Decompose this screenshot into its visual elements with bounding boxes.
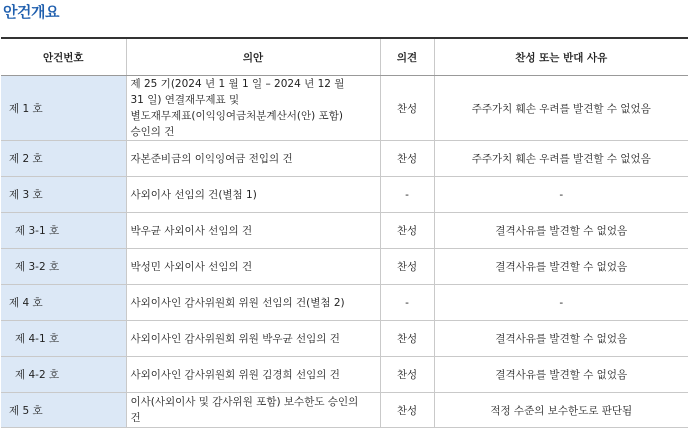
table-row [1, 177, 688, 213]
agenda-title: 사외이사 선임의 건(별첨 1) [126, 177, 380, 213]
agenda-opinion: - [380, 285, 434, 321]
agenda-reason: 결격사유를 발견할 수 없었음 [434, 213, 688, 249]
header-opinion: 의견 [380, 38, 434, 76]
agenda-number: 제 3-1 호 [1, 213, 126, 249]
agenda-reason: 주주가치 훼손 우려를 발견할 수 없었음 [434, 76, 688, 141]
agenda-opinion: - [380, 177, 434, 213]
table-row [1, 393, 688, 428]
agenda-number: 제 3-2 호 [1, 249, 126, 285]
agenda-title [126, 76, 380, 141]
table-row [1, 249, 688, 285]
agenda-reason: 적정 수준의 보수한도로 판단됨 [434, 393, 688, 428]
agenda-opinion: 찬성 [380, 213, 434, 249]
header-agenda-title: 의안 [126, 38, 380, 76]
agenda-opinion: 찬성 [380, 321, 434, 357]
agenda-title-line: 별도재무제표(이익잉여금처분계산서(안) 포함) [130, 110, 343, 122]
agenda-title-line: 건 [130, 412, 141, 424]
table-row [1, 285, 688, 321]
agenda-reason: 결격사유를 발견할 수 없었음 [434, 321, 688, 357]
agenda-number: 제 2 호 [1, 141, 126, 177]
agenda-number: 제 4-2 호 [1, 357, 126, 393]
agenda-reason: - [434, 285, 688, 321]
agenda-opinion: 찬성 [380, 393, 434, 428]
agenda-number: 제 4 호 [1, 285, 126, 321]
agenda-title-line: 제 25 기(2024 년 1 월 1 일 – 2024 년 12 월 [130, 78, 345, 90]
agenda-title-line: 31 일) 연결재무제표 및 [130, 94, 240, 106]
table-header-row [1, 38, 688, 76]
agenda-opinion: 찬성 [380, 141, 434, 177]
agenda-reason: 결격사유를 발견할 수 없었음 [434, 249, 688, 285]
agenda-title-line: 승인의 건 [130, 126, 175, 138]
table-row [1, 321, 688, 357]
agenda-opinion: 찬성 [380, 249, 434, 285]
agenda-title [126, 393, 380, 428]
agenda-title-line: 이사(사외이사 및 감사위원 포함) 보수한도 승인의 [130, 396, 359, 408]
agenda-opinion: 찬성 [380, 357, 434, 393]
header-agenda-number: 안건번호 [1, 38, 126, 76]
agenda-title: 자본준비금의 이익잉여금 전입의 건 [126, 141, 380, 177]
agenda-title: 박성민 사외이사 선임의 건 [126, 249, 380, 285]
agenda-title: 박우균 사외이사 선임의 건 [126, 213, 380, 249]
header-reason: 찬성 또는 반대 사유 [434, 38, 688, 76]
agenda-table [1, 37, 688, 428]
agenda-number: 제 1 호 [1, 76, 126, 141]
agenda-reason: 주주가치 훼손 우려를 발견할 수 없었음 [434, 141, 688, 177]
agenda-opinion: 찬성 [380, 76, 434, 141]
agenda-number: 제 4-1 호 [1, 321, 126, 357]
table-row [1, 357, 688, 393]
agenda-title: 사외이사인 감사위원회 위원 김경희 선임의 건 [126, 357, 380, 393]
agenda-title: 사외이사인 감사위원회 위원 선임의 건(별첨 2) [126, 285, 380, 321]
table-row [1, 213, 688, 249]
agenda-reason: - [434, 177, 688, 213]
agenda-number: 제 3 호 [1, 177, 126, 213]
page-title: 안건개요 [3, 3, 59, 21]
agenda-number: 제 5 호 [1, 393, 126, 428]
agenda-reason: 결격사유를 발견할 수 없었음 [434, 357, 688, 393]
table-row [1, 76, 688, 141]
table-row [1, 141, 688, 177]
agenda-title: 사외이사인 감사위원회 위원 박우균 선임의 건 [126, 321, 380, 357]
